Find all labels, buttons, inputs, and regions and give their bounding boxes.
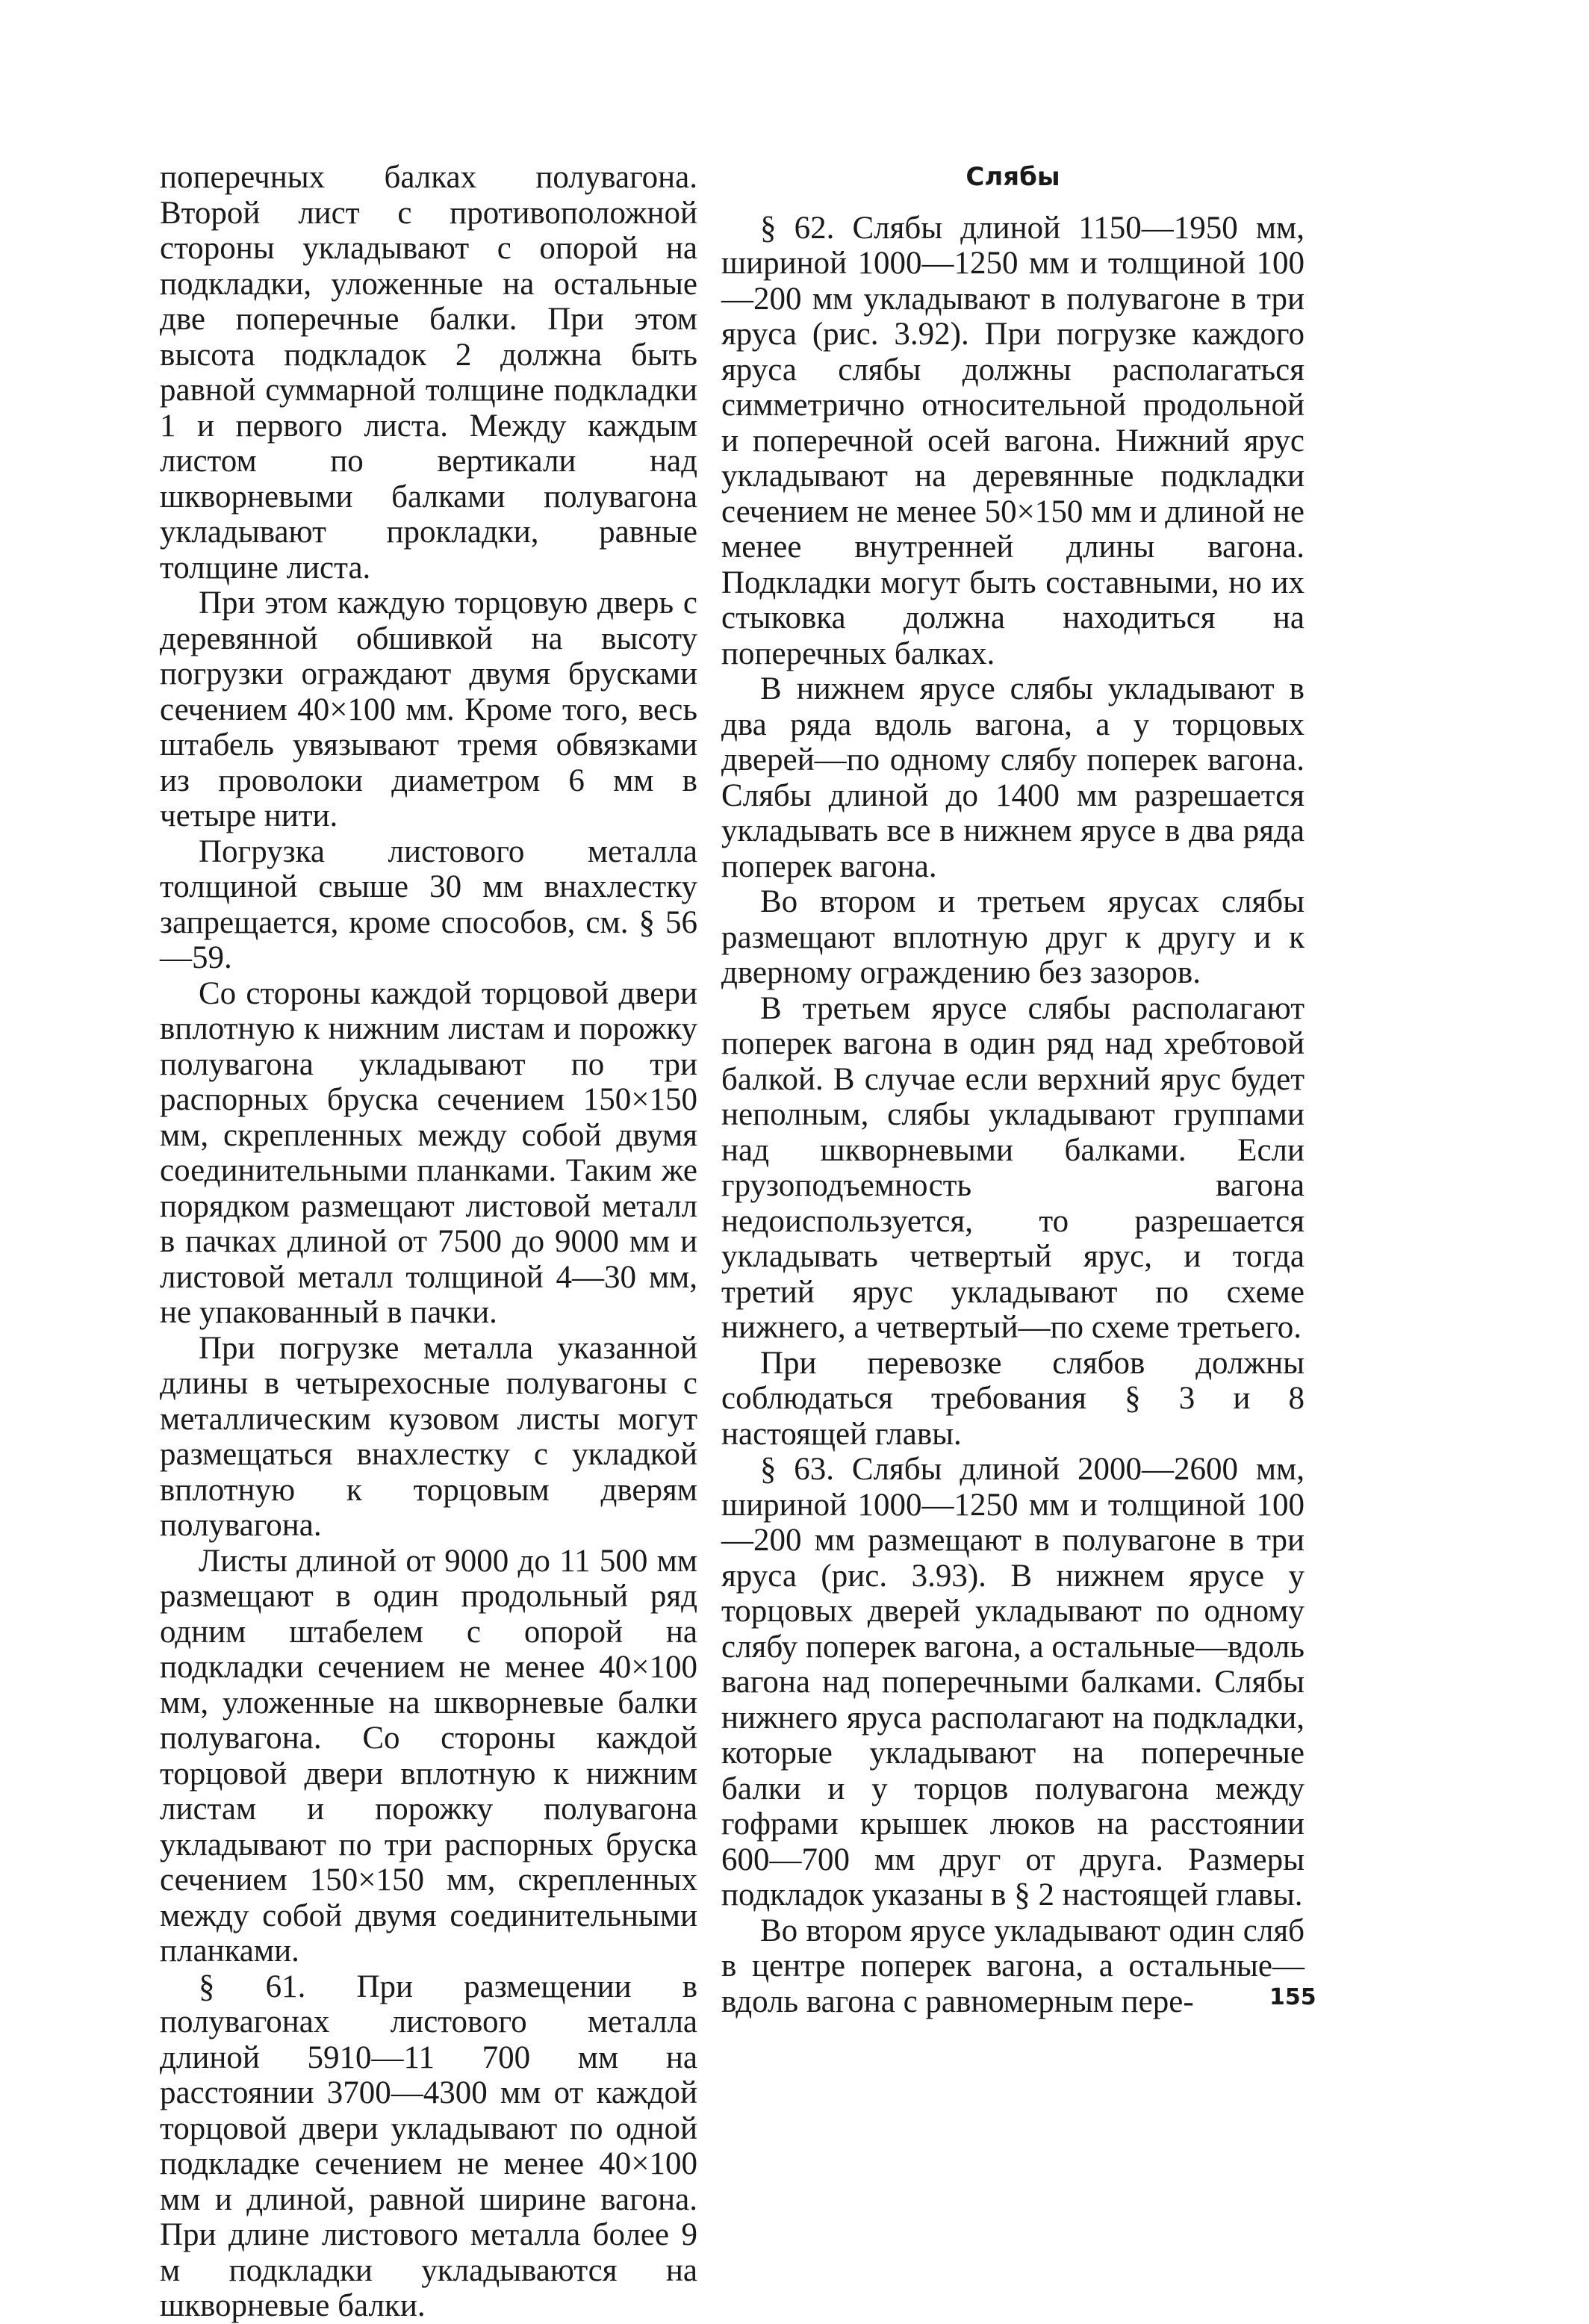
paragraph: § 61. При размещении в полувагонах листового металла длиной 5910—11 700 мм на расстоянии 3700—4300 мм от каждой торцовой двери укладывают по одной подкладке сечением не менее 40×100 мм и длиной, равной ширине вагона. При длине листового металла более 9 м подкладки укладываются на шкворневые балки.: [160, 1969, 697, 2323]
paragraph: В третьем ярусе слябы располагают поперек вагона в один ряд над хребтовой балкой. В случае если верхний ярус будет неполным, слябы укладывают группами над шкворневыми балками. Если грузоподъемность вагона недоиспользуется, то разрешается укладывать четвертый ярус, и тогда третий ярус укладывают по схеме нижнего, а четвертый—по схеме третьего.: [721, 990, 1305, 1345]
paragraph: При перевозке слябов должны соблюдаться требования § 3 и 8 настоящей главы.: [721, 1345, 1305, 1452]
paragraph: При этом каждую торцовую дверь с деревянной обшивкой на высоту погрузки ограждают двумя брусками сечением 40×100 мм. Кроме того, весь штабель увязывают тремя обвязками из проволоки диаметром 6 мм в четыре нити.: [160, 585, 697, 833]
page-number: 155: [1269, 1984, 1316, 2010]
paragraph: В нижнем ярусе слябы укладывают в два ряда вдоль вагона, а у торцовых дверей—по одному слябу поперек вагона. Слябы длиной до 1400 мм разрешается укладывать все в нижнем ярусе в два ряда поперек вагона.: [721, 671, 1305, 884]
paragraph: При погрузке металла указанной длины в четырехосные полувагоны с металлическим кузовом листы могут размещаться внахлестку с укладкой вплотную к торцовым дверям полувагона.: [160, 1330, 697, 1543]
section-heading: Слябы: [965, 162, 1060, 192]
paragraph: § 62. Слябы длиной 1150—1950 мм, шириной 1000—1250 мм и толщиной 100—200 мм укладывают в полувагоне в три яруса (рис. 3.92). При погрузке каждого яруса слябы должны располагаться симметрично относительной продольной и поперечной осей вагона. Нижний ярус укладывают на деревянные подкладки сечением не менее 50×150 мм и длиной не менее внутренней длины вагона. Подкладки могут быть составными, но их стыковка должна находиться на поперечных балках.: [721, 210, 1305, 671]
paragraph: поперечных балках полувагона. Второй лист с противоположной стороны укладывают с опорой на подкладки, уложенные на остальные две поперечные балки. При этом высота подкладок 2 должна быть равной суммарной толщине подкладки 1 и первого листа. Между каждым листом по вертикали над шкворневыми балками полувагона укладывают прокладки, равные толщине листа.: [160, 160, 697, 585]
paragraph: Листы длиной от 9000 до 11 500 мм размещают в один продольный ряд одним штабелем с опорой на подкладки сечением не менее 40×100 мм, уложенные на шкворневые балки полувагона. Со стороны каждой торцовой двери вплотную к нижним листам и порожку полувагона укладывают по три распорных бруска сечением 150×150 мм, скрепленных между собой двумя соединительными планками.: [160, 1543, 697, 1969]
paragraph: Со стороны каждой торцовой двери вплотную к нижним листам и порожку полувагона укладывают по три распорных бруска сечением 150×150 мм, скрепленных между собой двумя соединительными планками. Таким же порядком размещают листовой металл в пачках длиной от 7500 до 9000 мм и листовой металл толщиной 4—30 мм, не упакованный в пачки.: [160, 975, 697, 1330]
right-text-column: [721, 160, 1305, 2019]
paragraph: Во втором ярусе укладывают один сляб в центре поперек вагона, а остальные—вдоль вагона с равномерным пере-: [721, 1913, 1305, 2019]
paragraph: § 63. Слябы длиной 2000—2600 мм, шириной 1000—1250 мм и толщиной 100—200 мм размещают в полувагоне в три яруса (рис. 3.93). В нижнем ярусе у торцовых дверей укладывают по одному слябу поперек вагона, а остальные—вдоль вагона над поперечными балками. Слябы нижнего яруса располагают на подкладки, которые укладывают на поперечные балки и у торцов полувагона между гофрами крышек люков на расстоянии 600—700 мм друг от друга. Размеры подкладок указаны в § 2 настоящей главы.: [721, 1452, 1305, 1913]
left-text-column: [160, 160, 697, 2324]
paragraph: Погрузка листового металла толщиной свыше 30 мм внахлестку запрещается, кроме способов, см. § 56—59.: [160, 833, 697, 975]
paragraph: Во втором и третьем ярусах слябы размещают вплотную друг к другу и к дверному ограждению без зазоров.: [721, 884, 1305, 990]
